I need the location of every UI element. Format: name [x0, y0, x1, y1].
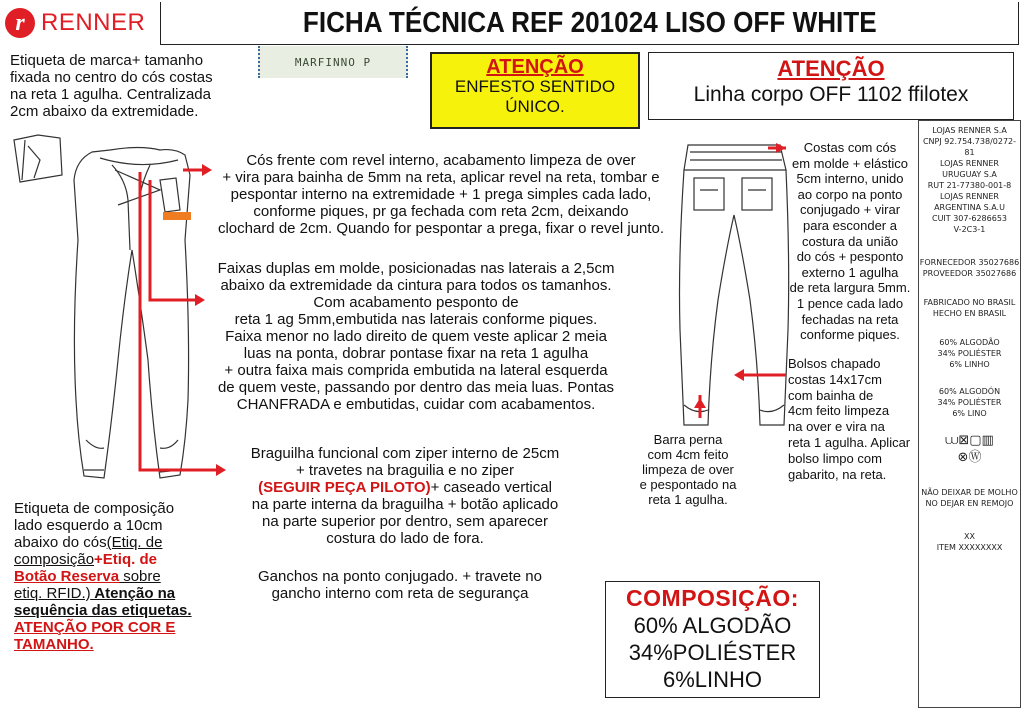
note-line: 1 pence cada lado: [796, 295, 904, 311]
note-line: lado esquerdo a 10cm: [14, 517, 163, 534]
note-line: com 4cm feito: [647, 447, 729, 462]
note-line: em molde + elástico: [792, 155, 908, 171]
note-line: reta 1 ag 5mm,embutida nas laterais conforme piques.: [234, 311, 598, 328]
note-text: + caseado vertical: [430, 479, 552, 496]
brand-label-line: 2cm abaixo da extremidade.: [10, 103, 199, 120]
note-line: Cós frente com revel interno, acabamento limpeza de over: [246, 152, 636, 169]
note-line: reta 1 agulha. Aplicar: [788, 434, 911, 450]
care-line: 60% ALGODÃO: [939, 338, 1000, 347]
note-line: na parte superior por dentro, sem aparecer: [262, 513, 548, 530]
note-line: ATENÇÃO POR COR E: [14, 619, 176, 636]
care-symbols-icon: ⊗Ⓦ: [957, 450, 982, 465]
brand-label-line: fixada no centro do cós costas: [10, 69, 213, 86]
note-line: costas 14x17cm: [788, 371, 882, 387]
note-line: abaixo da extremidade da cintura para todos os tamanhos.: [220, 277, 612, 294]
note-line: TAMANHO.: [14, 636, 94, 653]
attention-text: Linha corpo OFF 1102 ffilotex: [693, 83, 969, 106]
note-line: Etiqueta de composição: [14, 500, 175, 517]
attention-text: ÚNICO.: [505, 97, 565, 116]
care-line: NÃO DEIXAR DE MOLHO: [921, 488, 1018, 497]
pockets-note: [788, 356, 922, 482]
care-line: 6% LINO: [952, 409, 987, 418]
care-line: XX: [964, 532, 975, 541]
note-line: conforme piques.: [800, 327, 900, 343]
brand-label-line: Etiqueta de marca+ tamanho: [10, 52, 204, 69]
note-line: gancho interno com reta de segurança: [271, 585, 529, 602]
note-line: [220, 479, 590, 496]
note-line: gabarito, na reta.: [788, 466, 887, 482]
note-line: [14, 585, 214, 602]
note-line: 4cm feito limpeza: [788, 403, 890, 419]
note-line: + outra faixa mais comprida embutida na lateral esquerda: [224, 362, 608, 379]
note-line: externo 1 agulha: [801, 264, 899, 280]
note-line: conjugado + virar: [799, 202, 901, 218]
note-text: composição: [14, 551, 95, 568]
note-line: Bolsos chapado: [788, 356, 881, 371]
note-line: Faixa menor no lado direito de quem veste aplicar 2 meia: [225, 328, 607, 345]
brand-name: RENNER: [41, 9, 146, 36]
care-line: FABRICADO NO BRASIL: [923, 298, 1016, 307]
composition-box: [605, 581, 820, 698]
hem-note: [628, 432, 748, 507]
note-line: luas na ponta, dobrar pontase fixar na reta 1 agulha: [243, 345, 589, 362]
note-line: + vira para bainha de 5mm na reta, aplicar revel na reta, tombar e: [222, 169, 660, 186]
composition-heading: COMPOSIÇÃO:: [626, 585, 799, 611]
brand-label-sample: MARFINNO P: [258, 46, 408, 78]
note-line: CHANFRADA e embutidas, cuidar com acabamentos.: [236, 396, 596, 413]
care-line: CNPJ 92.754.738/0272-81: [922, 137, 1017, 157]
composition-line: 6%LINHO: [662, 667, 763, 692]
note-text: Botão Reserva: [14, 568, 120, 585]
note-text: sobre: [119, 568, 161, 585]
care-line: V-2C3-1: [953, 225, 986, 234]
attention-heading: ATENÇÃO: [486, 56, 584, 78]
hooks-note: [230, 568, 570, 602]
front-pants-drawing: [14, 135, 190, 478]
care-line: LOJAS RENNER: [940, 159, 999, 168]
side-band-swatch: [163, 212, 191, 220]
brand-mark-icon: r: [5, 8, 35, 38]
page-title: FICHA TÉCNICA REF 201024 LISO OFF WHITE: [302, 6, 877, 39]
note-line: [14, 551, 214, 568]
note-line: na over e vira na: [788, 419, 885, 435]
care-label: [918, 120, 1021, 708]
care-line: LOJAS RENNER: [940, 192, 999, 201]
fly-note: [220, 445, 590, 547]
composition-line: 34%POLIÉSTER: [628, 640, 797, 665]
waist-front-note: [196, 152, 686, 237]
note-line: sequência das etiquetas.: [14, 602, 192, 619]
note-line: e pespontado na: [639, 477, 737, 492]
note-line: Braguilha funcional com ziper interno de 25cm: [250, 445, 560, 462]
note-line: conforme piques, pr ga fechada com reta 2cm, deixando: [253, 203, 629, 220]
care-line: FORNECEDOR 35027686: [919, 258, 1020, 267]
note-text: (Etiq. de: [106, 534, 163, 551]
note-text: abaixo do cós: [14, 534, 107, 551]
follow-pilot-warning: (SEGUIR PEÇA PILOTO): [258, 479, 431, 496]
note-line: do cós + pesponto: [796, 249, 904, 265]
attention-heading: ATENÇÃO: [777, 56, 885, 81]
note-line: com bainha de: [788, 387, 874, 403]
care-line: 34% POLIÉSTER: [937, 349, 1002, 358]
care-line: 60% ALGODÓN: [938, 387, 1001, 396]
care-line: NO DEJAR EN REMOJO: [925, 499, 1014, 508]
note-text: etiq. RFID.): [14, 585, 91, 602]
care-line: URUGUAY S.A: [942, 170, 997, 179]
note-line: Com acabamento pesponto de: [313, 294, 519, 311]
care-line: ITEM XXXXXXXX: [936, 543, 1003, 552]
waist-back-note: [782, 140, 918, 343]
note-line: na parte interna da braguilha + botão aplicado: [251, 496, 559, 513]
note-line: + travetes na braguilia e no ziper: [295, 462, 515, 479]
note-line: de reta largura 5mm.: [789, 280, 911, 296]
note-line: de quem veste, passando por dentro das meia luas. Pontas: [217, 379, 615, 396]
note-text: Atenção na: [90, 585, 176, 602]
note-line: costura do lado de fora.: [326, 530, 484, 547]
back-pants-drawing: [680, 145, 789, 425]
care-line: PROVEEDOR 35027686: [922, 269, 1017, 278]
care-line: 34% POLIÉSTER: [937, 398, 1002, 407]
note-text: +Etiq. de: [94, 551, 157, 568]
note-line: bolso limpo com: [788, 450, 882, 466]
note-line: clochard de 2cm. Quando for pespontar a prega, fixar o revel junto.: [217, 220, 665, 237]
care-supplier: [919, 257, 1020, 279]
brand-label-line: na reta 1 agulha. Centralizada: [10, 86, 211, 103]
note-line: reta 1 agulha.: [648, 492, 728, 507]
care-company: [919, 125, 1020, 235]
side-band-arrow: [150, 180, 197, 300]
note-line: fechadas na reta: [801, 311, 899, 327]
note-line: limpeza de over: [642, 462, 734, 477]
note-line: 5cm interno, unido: [796, 171, 904, 187]
care-line: ARGENTINA S.A.U: [934, 203, 1005, 212]
note-line: [14, 568, 214, 585]
note-line: Costas com cós: [803, 140, 897, 155]
care-symbols-icon: ⩊⊠▢▥: [945, 433, 994, 448]
composition-label-note: [14, 500, 214, 653]
note-line: Ganchos na ponto conjugado. + travete no: [258, 568, 542, 585]
care-origin: [919, 297, 1020, 319]
note-line: costura da união: [801, 233, 899, 249]
composition-line: 60% ALGODÃO: [633, 613, 792, 638]
note-line: para esconder a: [803, 217, 897, 233]
care-warning: [919, 487, 1020, 509]
side-bands-note: [196, 260, 636, 413]
note-line: ao corpo na ponto: [797, 186, 903, 202]
care-line: 6% LINHO: [949, 360, 990, 369]
note-line: [14, 534, 214, 551]
note-line: pespontar interno na extremidade + 1 prega simples cada lado,: [230, 186, 652, 203]
care-line: CUIT 307-6286653: [931, 214, 1007, 223]
care-line: LOJAS RENNER S.A: [932, 126, 1007, 135]
care-line: RUT 21-77380-001-8: [927, 181, 1012, 190]
note-line: Barra perna: [653, 432, 723, 447]
care-line: HECHO EN BRASIL: [932, 309, 1007, 318]
care-composition-es: [919, 386, 1020, 419]
care-item: [919, 531, 1020, 553]
attention-text: ENFESTO SENTIDO: [454, 77, 616, 96]
care-composition-pt: [919, 337, 1020, 370]
note-line: Faixas duplas em molde, posicionadas nas laterais a 2,5cm: [217, 260, 615, 277]
